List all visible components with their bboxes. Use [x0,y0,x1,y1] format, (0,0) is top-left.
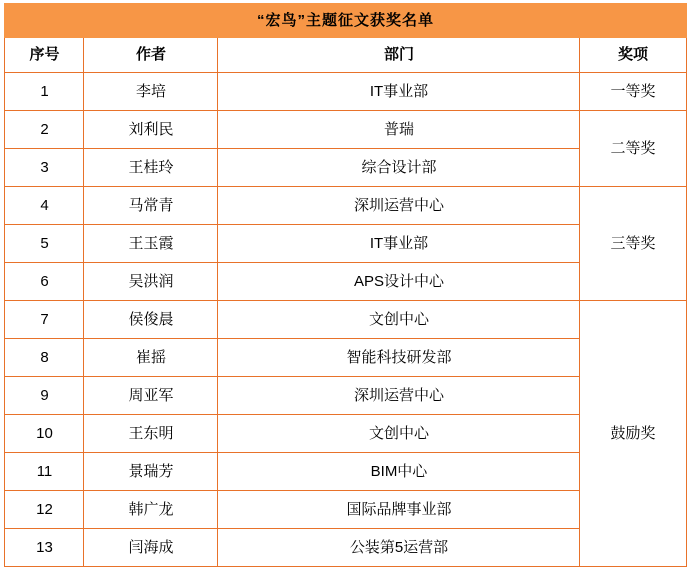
cell-no: 13 [5,529,84,567]
cell-author: 王玉霞 [84,225,218,263]
cell-dept: 普瑞 [218,111,580,149]
cell-author: 周亚军 [84,377,218,415]
cell-dept: BIM中心 [218,453,580,491]
column-header-author: 作者 [84,38,218,73]
cell-award: 鼓励奖 [580,301,686,567]
cell-dept: 深圳运营中心 [218,187,580,225]
cell-dept: IT事业部 [218,225,580,263]
cell-no: 11 [5,453,84,491]
cell-author: 刘利民 [84,111,218,149]
cell-no: 9 [5,377,84,415]
header-row [5,38,686,73]
cell-author: 王东明 [84,415,218,453]
cell-author: 景瑞芳 [84,453,218,491]
cell-award: 三等奖 [580,187,686,301]
column-header-dept: 部门 [218,38,580,73]
cell-award: 一等奖 [580,73,686,111]
cell-author: 韩广龙 [84,491,218,529]
table-row [5,111,686,149]
cell-dept: 国际品牌事业部 [218,491,580,529]
cell-award: 二等奖 [580,111,686,187]
cell-author: 王桂玲 [84,149,218,187]
cell-author: 侯俊晨 [84,301,218,339]
cell-no: 7 [5,301,84,339]
table-row [5,301,686,339]
cell-no: 6 [5,263,84,301]
cell-no: 3 [5,149,84,187]
table-row [5,73,686,111]
cell-dept: 文创中心 [218,415,580,453]
cell-author: 闫海成 [84,529,218,567]
cell-author: 崔摇 [84,339,218,377]
cell-no: 5 [5,225,84,263]
award-list-table [4,3,686,567]
cell-author: 马常青 [84,187,218,225]
cell-dept: 公装第5运营部 [218,529,580,567]
cell-author: 李培 [84,73,218,111]
cell-dept: IT事业部 [218,73,580,111]
cell-dept: 深圳运营中心 [218,377,580,415]
cell-no: 2 [5,111,84,149]
document-sheet [0,3,691,556]
cell-no: 8 [5,339,84,377]
cell-dept: 智能科技研发部 [218,339,580,377]
cell-no: 4 [5,187,84,225]
cell-no: 1 [5,73,84,111]
cell-no: 10 [5,415,84,453]
cell-dept: APS设计中心 [218,263,580,301]
column-header-no: 序号 [5,38,84,73]
page-title: “宏鸟”主题征文获奖名单 [5,4,686,38]
cell-dept: 文创中心 [218,301,580,339]
table-body [5,4,686,567]
cell-no: 12 [5,491,84,529]
column-header-award: 奖项 [580,38,686,73]
table-row [5,187,686,225]
cell-dept: 综合设计部 [218,149,580,187]
cell-author: 吴洪润 [84,263,218,301]
title-row [5,4,686,38]
